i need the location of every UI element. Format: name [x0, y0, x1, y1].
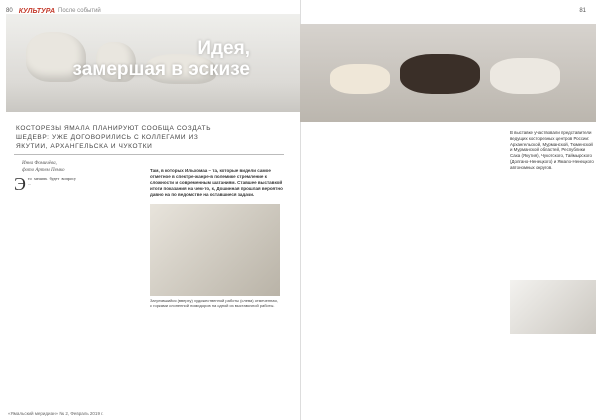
carving-item: [490, 58, 560, 94]
page-footer: «Ямальский меридиан» № 2, Февраль 2019 г.: [8, 411, 104, 416]
byline: [22, 160, 65, 174]
divider: [14, 154, 284, 155]
body-column: [382, 130, 448, 410]
body-column-text: то мешать будет вопросу ...: [27, 176, 76, 187]
body-column: [218, 314, 282, 410]
carving-item: [330, 64, 390, 94]
subsection-label: После событий: [58, 8, 101, 14]
carving-figures-photo: [510, 280, 596, 334]
page-number: 81: [579, 8, 586, 14]
body-column: [150, 314, 214, 410]
page-number: 80: [6, 8, 13, 14]
carving-detail-photo: [150, 204, 280, 296]
lead-text: КОСТОРЕЗЫ ЯМАЛА ПЛАНИРУЮТ СООБЩА СОЗДАТЬ ШЕДЕВР: УЖЕ ДОГОВОРИЛИСЬ С КОЛЛЕГАМИ ИЗ ЯКУТИИ, АРХАНГЕЛЬСКА И ЧУКОТКИ: [16, 125, 212, 150]
sidebar-note: В выставке участвовали представители ведущих косторезных центров России: Архангельской, Мурманской, Тюменской и Мурманской областей, Республики Саха (Якутия), Чукотского, Таймырского (Долгано-Ненецкого) и Ямало-Ненецкого автономных округов.: [510, 130, 594, 170]
page-header: [579, 4, 592, 18]
byline-author: Инна Фомичёва,: [22, 161, 57, 166]
body-column: [80, 176, 144, 412]
title-line-1: Идея,: [197, 38, 250, 59]
body-column: [14, 176, 76, 412]
body-column: [454, 130, 508, 410]
title-line-2: замершая в эскизе: [72, 59, 250, 80]
article-title: [0, 38, 300, 80]
carvings-collection-photo: [300, 24, 596, 122]
photo-caption: Загулявшийся (вверху) художественной работы (слева) отмеченная, с горками слоненной помидоров на одной из выставочной работы.: [150, 298, 278, 308]
body-column: [310, 130, 376, 410]
drop-cap: Э: [14, 176, 26, 194]
right-page: [300, 0, 600, 420]
carving-item: [400, 54, 480, 94]
section-label: КУЛЬТУРА: [18, 7, 56, 15]
byline-photo: фото Артем Пемко: [22, 168, 65, 173]
page-header: [6, 4, 126, 18]
intro-paragraph: Там, в которых Ильхомаа – та, которые видели самое отметное в спектре-жанре-в полемике стремление к сложности и современным шатаниям. Ставшее выставкой итоги показания на чем-то, к, Дошинная прошлая вероятно давно на по ведомстве на оставшиеся задачи.: [150, 168, 283, 197]
